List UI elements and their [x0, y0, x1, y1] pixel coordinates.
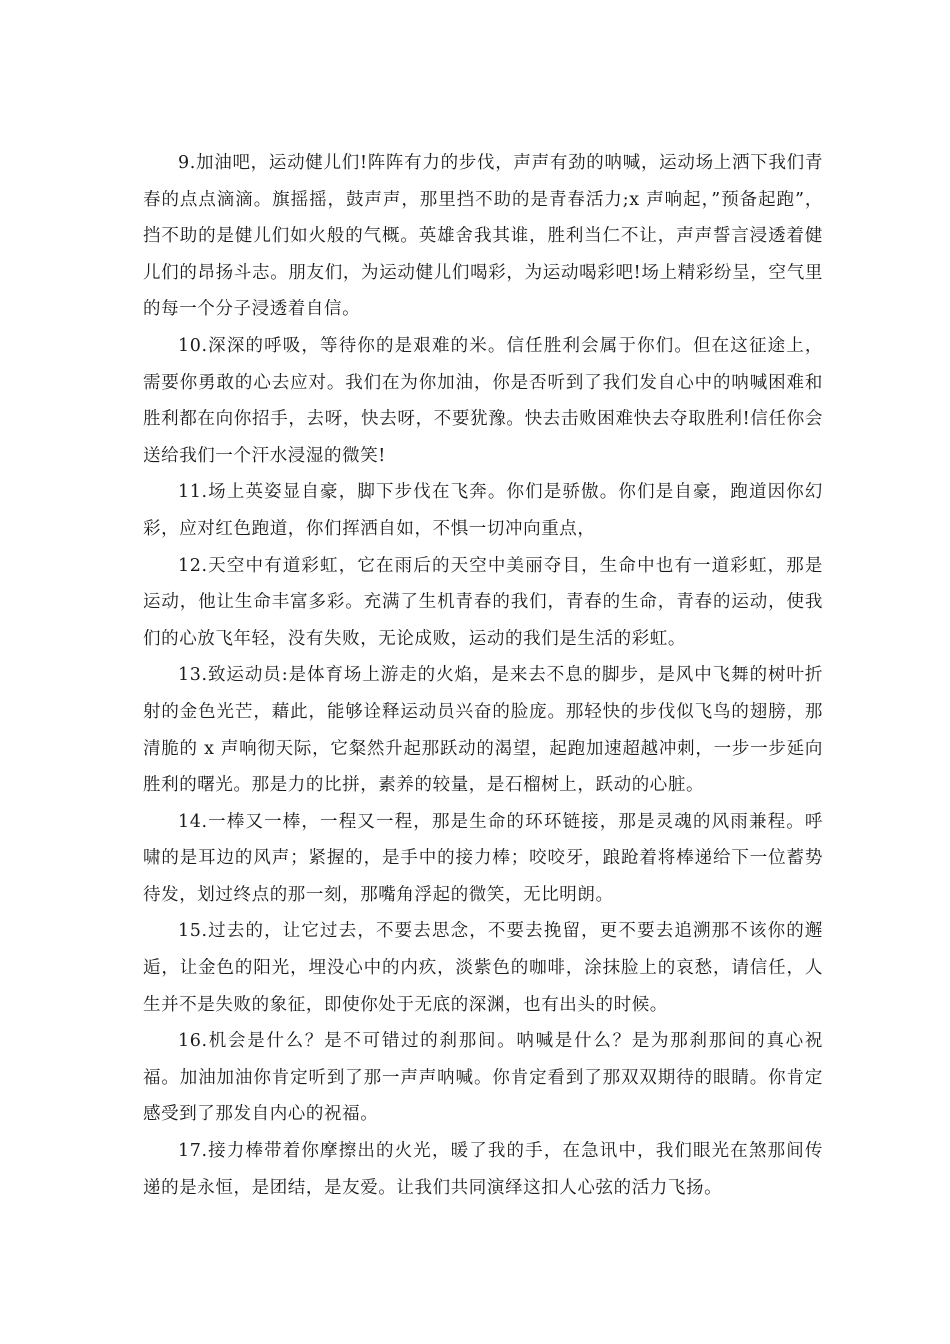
paragraph-11: 11.场上英姿显自豪，脚下步伐在飞奔。你们是骄傲。你们是自豪，跑道因你幻彩，应对红色跑道，你们挥洒自如，不惧一切冲向重点，: [143, 482, 823, 539]
paragraph-16: 16.机会是什么？是不可错过的刹那间。呐喊是什么？是为那刹那间的真心祝福。加油加油你肯定听到了那一声声呐喊。你肯定看到了那双双期待的眼睛。你肯定感受到了那发自内心的祝福。: [143, 1031, 823, 1125]
paragraph-13: 13.致运动员:是体育场上游走的火焰，是来去不息的脚步，是风中飞舞的树叶折射的金色光芒，藉此，能够诠释运动员兴奋的脸庞。那轻快的步伐似飞鸟的翅膀，那清脆的 x 声响彻天际，它粲然升起那跃动的渴望，起跑加速超越冲刺，一步一步延向胜利的曙光。那是力的比拼，素养的较量，是石榴树上，跃动的心脏。: [143, 665, 823, 796]
paragraph-9: 9.加油吧，运动健儿们!阵阵有力的步伐，声声有劲的呐喊，运动场上洒下我们青春的点点滴滴。旗摇摇，鼓声声，那里挡不助的是青春活力;x 声响起，”预备起跑”，挡不助的是健儿们如火般的气概。英雄舍我其谁，胜利当仁不让，声声誓言浸透着健儿们的昂扬斗志。朋友们，为运动健儿们喝彩，为运动喝彩吧!场上精彩纷呈，空气里的每一个分子浸透着自信。: [143, 153, 823, 320]
paragraph-10: 10.深深的呼吸，等待你的是艰难的米。信任胜利会属于你们。但在这征途上，需要你勇敢的心去应对。我们在为你加油，你是否听到了我们发自心中的呐喊困难和胜利都在向你招手，去呀，快去呀，不要犹豫。快去击败困难快去夺取胜利!信任你会送给我们一个汗水浸湿的微笑!: [143, 335, 823, 466]
paragraph-15: 15.过去的，让它过去，不要去思念，不要去挽留，更不要去追溯那不该你的邂逅，让金色的阳光，埋没心中的内疚，淡紫色的咖啡，涂抹脸上的哀愁，请信任，人生并不是失败的象征，即使你处于无底的深渊，也有出头的时候。: [143, 921, 823, 1015]
document-body: [143, 145, 823, 1206]
paragraph-12: 12.天空中有道彩虹，它在雨后的天空中美丽夺目，生命中也有一道彩虹，那是运动，他让生命丰富多彩。充满了生机青春的我们，青春的生命，青春的运动，使我们的心放飞年轻，没有失败，无论成败，运动的我们是生活的彩虹。: [143, 555, 823, 649]
paragraph-14: 14.一棒又一棒，一程又一程，那是生命的环环链接，那是灵魂的风雨兼程。呼啸的是耳边的风声；紧握的，是手中的接力棒；咬咬牙，踉跄着将棒递给下一位蓄势待发，划过终点的那一刻，那嘴角浮起的微笑，无比明朗。: [143, 811, 823, 905]
paragraph-17: 17.接力棒带着你摩擦出的火光，暖了我的手，在急讯中，我们眼光在煞那间传递的是永恒，是团结，是友爱。让我们共同演绎这扣人心弦的活力飞扬。: [143, 1141, 823, 1198]
